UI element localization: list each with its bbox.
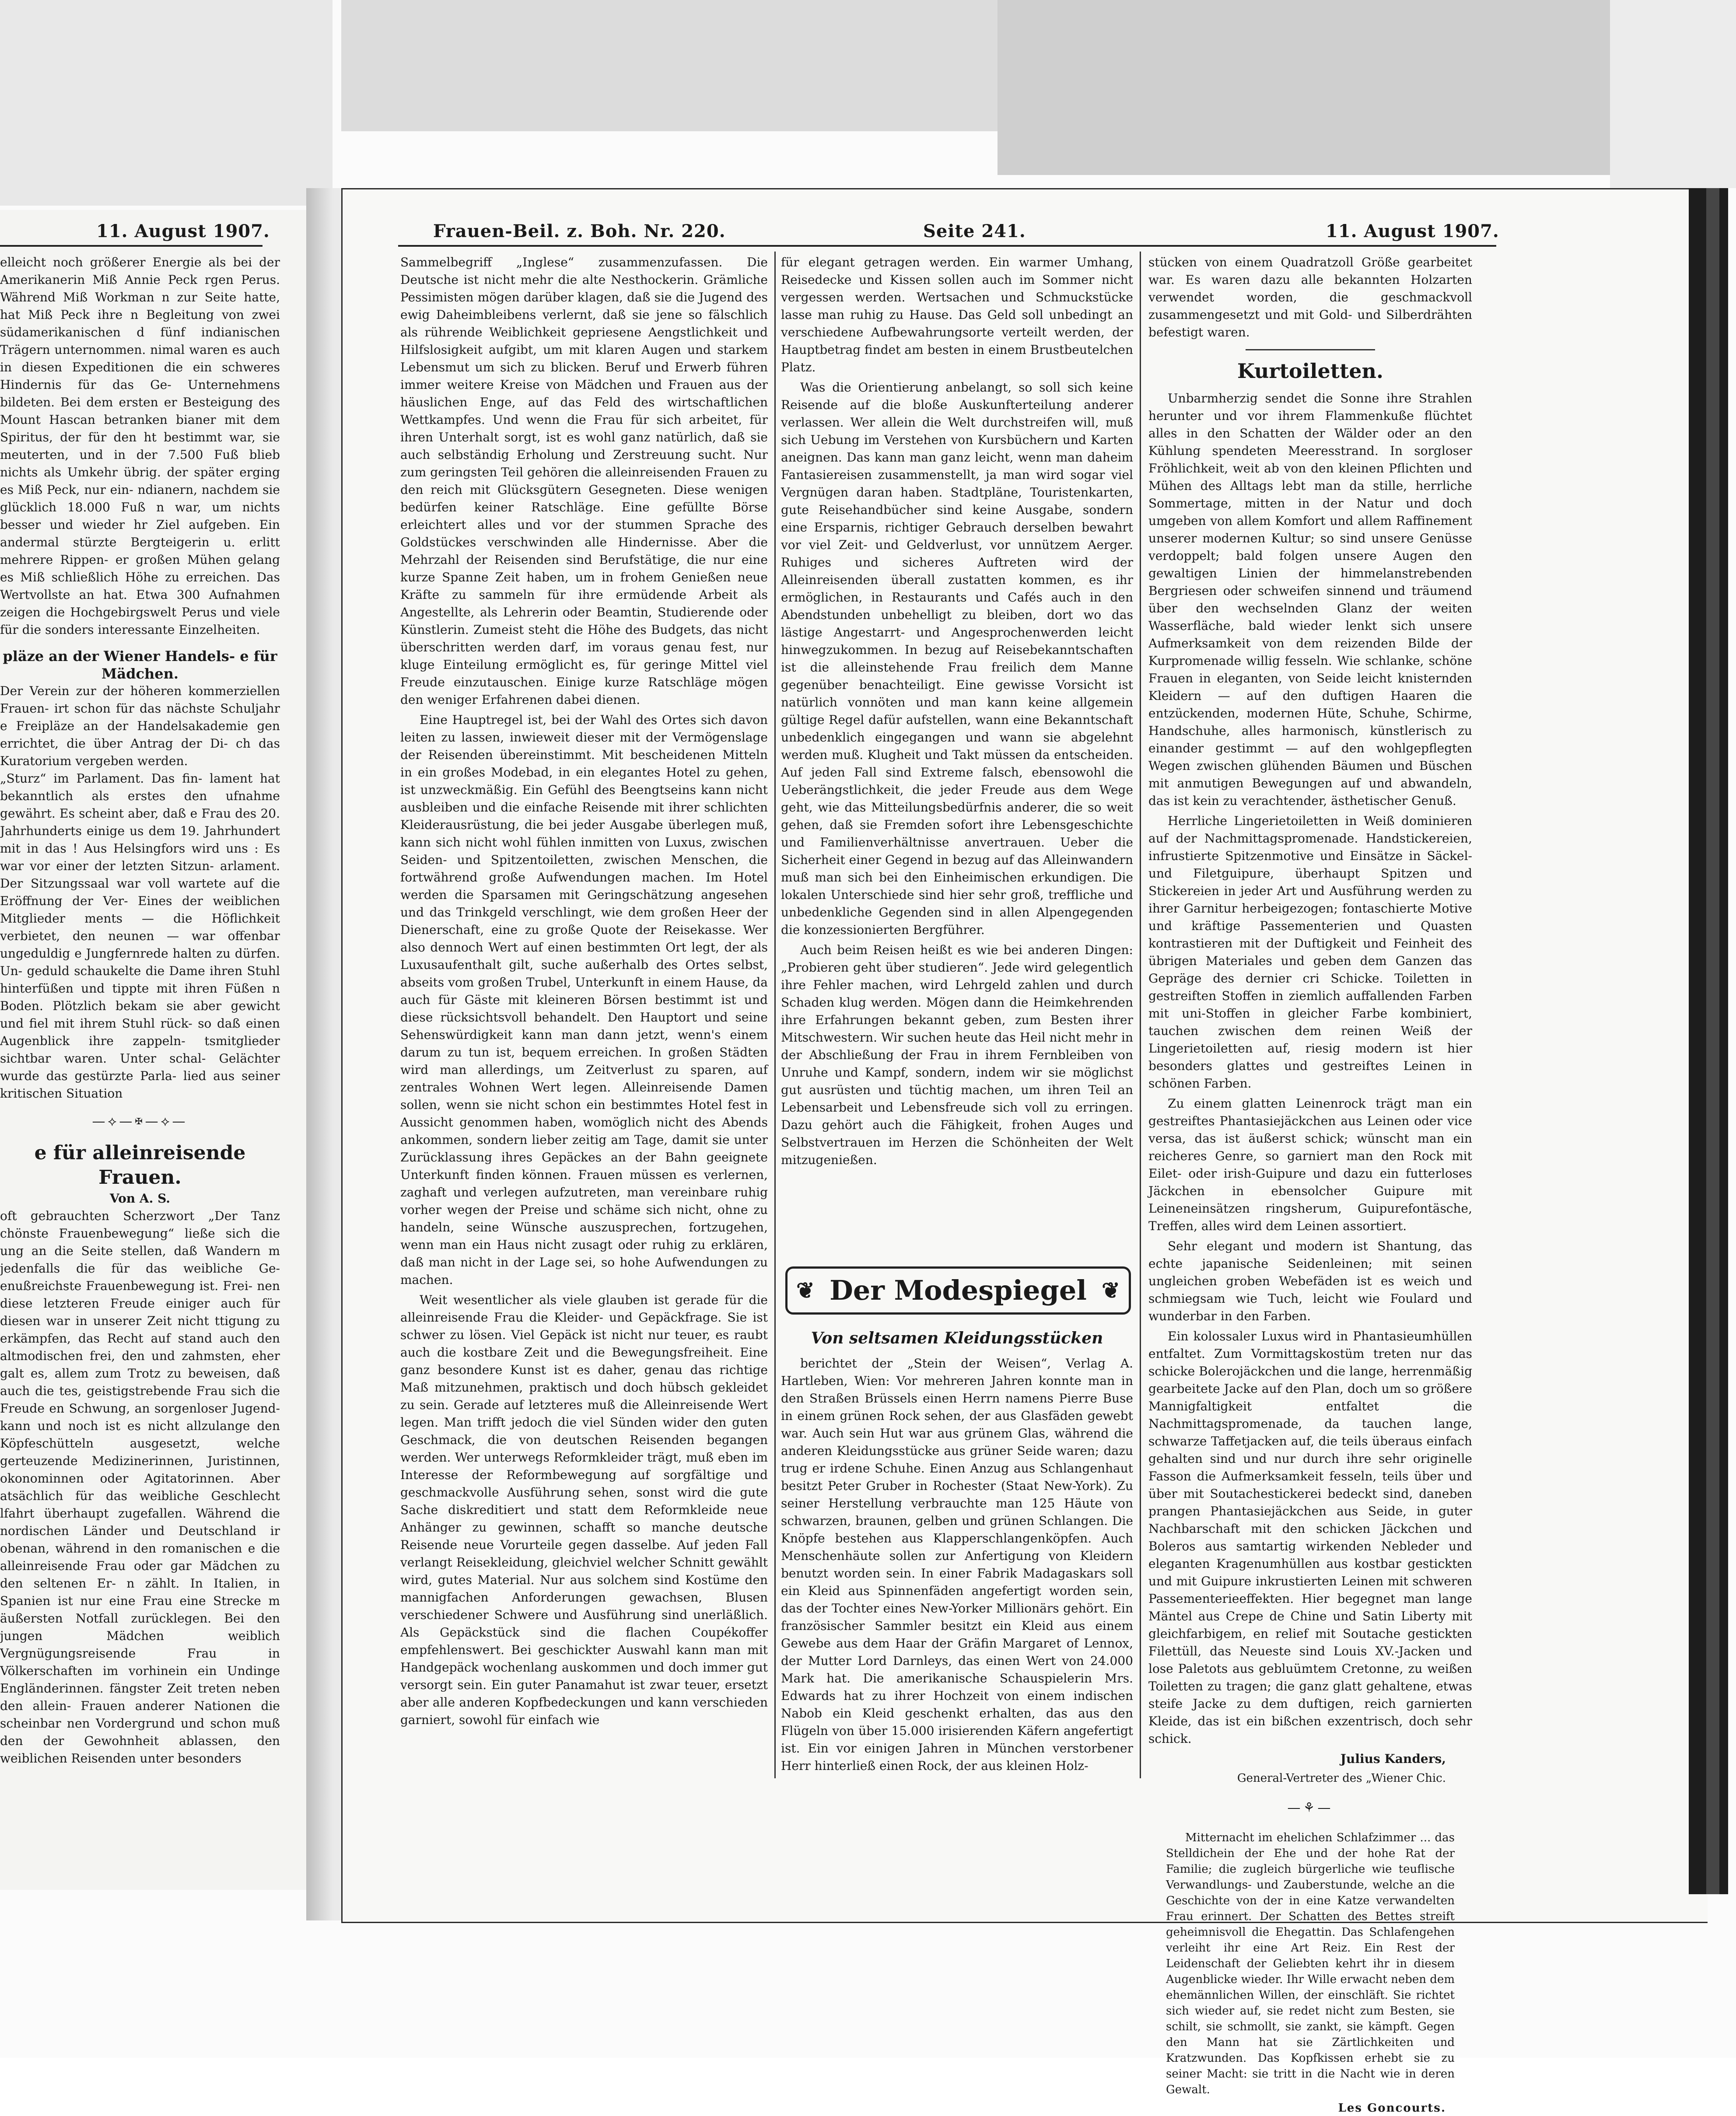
modespiegel-heading: ❦ Der Modespiegel ❦	[785, 1266, 1131, 1315]
left-header-rule	[0, 245, 262, 247]
col1-paragraph-2: Eine Hauptregel ist, bei der Wahl des Ortes sich davon leiten zu lassen, inwieweit dieser mit der Vermögenslage der Reisenden übereinstimmt. Mit bescheidenen Mitteln in ein großes Modebad, in ein elegantes Hotel zu gehen, ist unzweckmäßig. Ein Gefühl des Beengtseins kann nicht ausbleiben und die einfache Reisende mit ihrer schlichten Kleiderausrüstung, die bei jeder Ausgabe überlegen muß, kann sich nicht wohl fühlen inmitten von Luxus, zwischen Seiden- und Spitzentoiletten, zwischen Menschen, die fortwährend große Aufwendungen machen. Im Hotel werden die Sparsamen mit Geringschätzung angesehen und das Trinkgeld verschlingt, wie dem großen Heer der Dienerschaft, eine zu große Quote der Reisekasse. Wer also dennoch Wert auf einen bestimmten Ort legt, der als Luxusaufenthalt gilt, suche außerhalb des Ortes selbst, abseits vom großen Trubel, Unterkunft in einem Hause, da auch für Gäste mit kleineren Börsen bestimmt ist und diese rücksichtsvoll behandelt. Den Hauptort und seine Sehenswürdigkeit kann man dann jetzt, wenn's einem darum zu tun ist, bequem erreichen. In großen Städten wird man allerdings, um Zeitverlust zu sparen, auf zentrales Wohnen Wert legen. Alleinreisende Damen sollen, wenn sie nicht schon ein bestimmtes Hotel fest in Aussicht genommen haben, womöglich nicht des Abends ankommen, sondern lieber zeitig am Tage, damit sie unter Zurücklassung ihres Gepäckes an der Bahn geeignete Unterkunft finden können. Frauen müssen es verlernen, zaghaft und verlegen aufzutreten, man vereinbare ruhig vorher wegen der Preise und schäme sich nicht, ohne zu handeln, seine Wünsche auszusprechen, fortzugehen, wenn man ein Haus nicht zusagt oder ruhig zu erklären, daß man nicht in der Lage sei, so hohe Aufwendungen zu machen.	[400, 713, 768, 1287]
col1-paragraph-3: Weit wesentlicher als viele glauben ist gerade für die alleinreisende Frau die Kleider- und Gepäckfrage. Sie ist schwer zu lösen. Viel Gepäck ist nicht nur teuer, es raubt auch die kostbare Zeit und die Bewegungsfreiheit. Eine ganz besondere Kunst ist es daher, genau das richtige Maß mitzunehmen, praktisch und doch hübsch gekleidet zu sein. Gerade auf letzteres muß die Alleinreisende Wert legen. Man trifft jedoch die viel Sünden wider den guten Geschmack, die von deutschen Reisenden begangen werden. Wer unterwegs Reformkleider trägt, muß eben im Interesse der Reformbewegung auf sorgfältige und geschmackvolle Ausführung sehen, sonst wird die gute Sache diskreditiert und statt dem Reformkleide neue Anhänger zu gewinnen, schafft so manche deutsche Reisende neue Vorurteile gegen dasselbe. Auf jeden Fall verlangt Reisekleidung, gleichviel welcher Schnitt gewählt wird, gutes Material. Nur aus solchem sind Kostüme den mannigfachen Anforderungen gewachsen, Blusen verschiedener Schwere und Ausführung sind unerläßlich. Als Gepäckstück sind die flachen Coupékoffer empfehlenswert. Bei geschickter Auswahl kann man mit Handgepäck wochenlang auskommen und doch immer gut versorgt sein. Ein guter Panamahut ist zwar teuer, ersetzt aber alle anderen Kopfbedeckungen und kann verschieden garniert, sowohl für einfach wie	[400, 1293, 768, 1727]
left-section3-text: oft gebrauchten Scherzwort „Der Tanz chönste Frauenbewegung“ ließe sich die ung an die Seite stellen, daß Wandern m jedenfalls die für das weibliche Ge- enußreichste Frauenbewegung ist. Frei- nen diese letzteren Freude einiger auch für diesen war in unserer Zeit nicht ttigung zu erkämpfen, das Recht auf stand auch den altmodischen frei, den und zahmsten, eher galt es, allem zum Trotz zu beweisen, daß auch die tes, geistigstrebende Frau sich die Freude en Schwung, an sorgenloser Jugend- kann und noch ist es nicht allzulange den Köpfeschütteln ausgesetzt, welche gerteuzende Medizinerinnen, Juristinnen, okonominnen oder Agitatorinnen. Aber atsächlich für das weibliche Geschlecht lfahrt überhaupt zugefallen. Während die nordischen Länder und Deutschland ir obenan, während in den romanischen e die alleinreisende Frau oder gar Mädchen zu den seltenen Er- n zählt. In Italien, in Spanien ist nur eine Frau eine Strecke m äußersten Notfall zurücklegen. Bei den jungen Mädchen weiblich Vergnügungsreisende Frau in Völkerschaften im vorhinein ein Undinge Engländerinnen. fängster Zeit treten neben den allein- Frauen anderer Nationen die scheinbar nen Vordergrund und schon muß den der Gewohnheit ablassen, den weiblichen Reisenden unter besonders	[0, 1209, 280, 1766]
scan-shadow-top-left	[0, 0, 332, 206]
scan-shadow-top-center	[341, 0, 998, 131]
col3-divider: —⚘—	[1287, 1800, 1334, 1815]
goncourt-signature: Les Goncourts.	[1338, 2102, 1446, 2115]
col3-paragraph-1: stücken von einem Quadratzoll Größe gearbeitet war. Es waren dazu alle bekannten Holzarten verwendet worden, die geschmackvoll zusammengesetzt und mit Gold- und Silberdrähten befestigt waren.	[1148, 255, 1472, 339]
main-header-page: Seite 241.	[923, 221, 1026, 241]
column-rule-1	[774, 252, 776, 1778]
left-page-date: 11. August 1907.	[96, 221, 270, 241]
main-column-2-lower	[781, 1328, 1133, 1778]
column-rule-2	[1140, 252, 1141, 1778]
left-page-column	[0, 254, 280, 1872]
scan-shadow-top-right	[998, 0, 1610, 175]
col2-paragraph-4: berichtet der „Stein der Weisen“, Verlag A. Hartleben, Wien: Vor mehreren Jahren konnte man in den Straßen Brüssels einen Herrn namens Pierre Buse in einem grünen Rock sehen, der aus Glasfäden gewebt war. Auch sein Hut war aus grünem Glas, während die anderen Kleidungsstücke aus grüner Seide waren; dazu trug er irdene Schuhe. Einen Anzug aus Schlangenhaut besitzt Peter Gruber in Rochester (Staat New-York). Zu seiner Herstellung verbrauchte man 125 Häute von schwarzen, braunen, gelben und grünen Schlangen. Die Knöpfe bestehen aus Klapperschlangenköpfen. Auch Menschenhäute sollen zur Anfertigung von Kleidern benutzt worden sein. In einer Fabrik Madagaskars soll ein Kleid aus Spinnenfäden angefertigt worden sein, das der Tochter eines New-Yorker Millionärs gehört. Ein französischer Sammler besitzt ein Kleid aus einem Gewebe aus dem Haar der Gräfin Margaret of Lennox, der Mutter Lord Darnleys, das einen Wert von 24.000 Mark hat. Die amerikanische Schauspielerin Mrs. Edwards hat zu ihrer Hochzeit von einem indischen Nabob ein Kleid geschenkt erhalten, das aus den Flügeln von über 15.000 irisierenden Käfern angefertigt ist. Ein vor einigen Jahren in München verstorbener Herr hinterließ einen Rock, der aus kleinen Holz-	[781, 1356, 1133, 1773]
book-edge-inner	[1706, 188, 1719, 1894]
left-section3-byline: Von A. S.	[109, 1191, 171, 1206]
col3-paragraph-5: Sehr elegant und modern ist Shantung, das echte japanische Seidenleinen; mit seinen ungleichen groben Webefäden ist es weich und schmiegsam wie Tuch, leicht wie Foulard und wunderbar in den Farben.	[1148, 1239, 1472, 1323]
main-column-3	[1148, 254, 1472, 2115]
kurtoiletten-author: Julius Kanders,	[1340, 1752, 1446, 1766]
main-column-1	[400, 254, 768, 1780]
main-header-date: 11. August 1907.	[1326, 221, 1499, 241]
left-section1-text: Der Verein zur der höheren kommerziellen Frauen- irt schon für das nächste Schuljahr e Freipläze an der Handelsakademie gen errichtet, die über Antrag der Di- ch das Kuratorium vergeben werden.	[0, 684, 280, 768]
col2-paragraph-2: Was die Orientierung anbelangt, so soll sich keine Reisende auf die bloße Auskunfterteilung anderer verlassen. Wer allein die Welt durchstreifen will, muß sich Uebung im Verstehen von Kursbüchern und Karten aneignen. Das kann man ganz leicht, wenn man daheim Fantasiereisen zusammenstellt, ja man wird sogar viel Vergnügen daran haben. Stadtpläne, Touristenkarten, gute Reisehandbücher sind keine Ausgabe, sondern eine Ersparnis, richtiger Gebrauch derselben bewahrt vor viel Zeit- und Geldverlust, vor unnützem Aerger. Ruhiges und sicheres Auftreten wird der Alleinreisenden überall zustatten kommen, es ihr ermöglichen, in Restaurants und Cafés auch in den Abendstunden unbehelligt zu bleiben, dort wo das lästige Angestarrt- und Angesprochenwerden leicht hinwegzukommen. In bezug auf Reisebekanntschaften ist die alleinstehende Frau freilich dem Manne gegenüber benachteiligt. Eine gewisse Vorsicht ist natürlich vonnöten und man kann keine allgemein gültige Regel dafür aufstellen, wann eine Bekanntschaft unbedenklich eingegangen und wann sie abgelehnt werden muß. Klugheit und Takt müssen da entscheiden. Auf jeden Fall sind Extreme falsch, ebensowohl die Ueberängstlichkeit, die jeder Freude aus dem Wege geht, wie das Mitteilungsbedürfnis anderer, die so weit gehen, daß sie Fremden sofort ihre Lebensgeschichte und Familienverhältnisse anvertrauen. Ueber die Sicherheit einer Gegend in bezug auf das Alleinwandern muß man sich bei den Einheimischen erkundigen. Die lokalen Unterschiede sind hier sehr groß, treffliche und unbedenkliche Gegenden sind in allen Alpengegenden die konzessionierten Bergführer.	[781, 380, 1133, 937]
left-section3-title: e für alleinreisende Frauen.	[34, 1142, 246, 1189]
main-column-2	[781, 254, 1133, 1260]
scan-shadow-top-far-right	[1610, 0, 1736, 188]
seltsam-title: Von seltsamen Kleidungsstücken	[811, 1329, 1103, 1347]
left-top-text: elleicht noch größerer Energie als bei der Amerikanerin Miß Annie Peck rgen Perus. Während Miß Workman n zur Seite hatte, hat Miß Peck ihre n Begleitung von zwei südamerikanischen d fünf indianischen Trägern unternommen. nimal waren es auch in diesen Expeditionen die ein schweres Hindernis für das Ge- Unternehmens bildeten. Bei dem ersten er Besteigung des Mount Hascan betranken bianer mit dem Spiritus, der für den ht bestimmt war, sie meuterten, und in der 7.500 Fuß blieb nichts als Umkehr übrig. der später erging es Miß Peck, nur ein- ndianern, nachdem sie glücklich 18.000 Fuß n war, um nichts besser und wieder hr Ziel aufgeben. Ein andermal stürzte Bergteigerin u. erlitt mehrere Rippen- er großen Mühen gelang es Miß schließlich Höhe zu erreichen. Das Wertvollste an hat. Etwa 300 Aufnahmen zeigen die Hochgebirgswelt Perus und viele für die sonders interessante Einzelheiten.	[0, 255, 280, 637]
left-ornament: —⟡—✠—⟡—	[92, 1114, 188, 1129]
left-section1-title: pläze an der Wiener Handels- e für Mädchen.	[3, 648, 277, 682]
col2-paragraph-3: Auch beim Reisen heißt es wie bei anderen Dingen: „Probieren geht über studieren“. Jede wird gelegentlich ihre Fehler machen, wird Lehrgeld zahlen und durch Schaden klug werden. Mögen dann die Heimkehrenden ihre Erfahrungen bekannt geben, zum Besten ihrer Mitschwestern. Wir suchen heute das Heil nicht mehr in der Abschließung der Frau in ihrem Fernbleiben von Unruhe und Kampf, sondern, indem wir sie möglichst gut ausrüsten und tüchtig machen, um ihren Teil an Lebensarbeit und Lebensfreude sich voll zu erringen. Dazu gehört auch die Fähigkeit, frohen Auges und Selbstvertrauen im Herzen die Schönheiten der Welt mitzugenießen.	[781, 943, 1133, 1167]
main-header-rule	[398, 245, 1496, 247]
col3-paragraph-3: Herrliche Lingerietoiletten in Weiß dominieren auf der Nachmittagspromenade. Handstickereien, infrustierte Spitzenmotive und Einsätze in Säckel- und Filetguipure, überhaupt Spitzen und Stickereien in jeder Art und Ausführung werden zu ihrer Garnitur herbeigezogen; fontaschierte Motive und kräftige Passementerien und Quasten kontrastieren mit der Duftigkeit und Feinheit des übrigen Materiales und geben dem Ganzen das Gepräge des dernier cri Schicke. Toiletten in gestreiften Stoffen in ziemlich auffallenden Farben mit uni-Stoffen in gleicher Farbe kombiniert, tauchen zwischen dem reinen Weiß der Lingerietoiletten auf, riesig modern ist hier besonders glattes und gestreiftes Leinen in schönen Farben.	[1148, 814, 1472, 1091]
col3-paragraph-4: Zu einem glatten Leinenrock trägt man ein gestreiftes Phantasiejäckchen aus Leinen oder vice versa, das ist äußerst schick; wünscht man ein reicheres Genre, so garniert man den Rock mit Eilet- oder irish-Guipure und dazu ein futterloses Jäckchen in ebensolcher Guipure mit Leineneinsätzen ringsherum, Guipurefontäsche, Treffen, alles wird dem Leinen assortiert.	[1148, 1096, 1472, 1233]
col3-paragraph-6: Ein kolossaler Luxus wird in Phantasieumhüllen entfaltet. Zum Vormittagskostüm treten nur das schicke Bolerojäckchen und die lange, herrenmäßig gearbeitete Jacke auf den Plan, doch um so größere Mannigfaltigkeit entfaltet die Nachmittagspromenade, da tauchen lange, schwarze Taffetjacken auf, die teils überaus einfach gehalten sind und nur durch ihre sehr originelle Fasson die Aufmerksamkeit fesseln, teils über und über mit Soutachestickerei bedeckt sind, daneben prangen Phantasiejäckchen aus Seide, in guter Nachbarschaft mit den schicken Jäckchen und Boleros aus samtartig wirkenden Nebleder und eleganten Kragenumhüllen aus kostbar gestickten und mit Guipure inkrustierten Leinen mit schweren Passementerieeffekten. Hier begegnet man lange Mäntel aus Crepe de Chine und Satin Liberty mit gleichfarbigem, en relief mit Soutache gestickten Filettüll, das Neueste sind Louis XV.-Jacken und lose Paletots aus gebluümtem Cretonne, zu weißen Toiletten zu tragen; die ganz glatt gehaltene, etwas steife Jacke zu dem duftigen, reich garnierten Kleide, das ist ein bißchen exzentrisch, doch sehr schick.	[1148, 1329, 1472, 1746]
kurtoiletten-title: Kurtoiletten.	[1237, 359, 1384, 383]
main-header-left: Frauen-Beil. z. Boh. Nr. 220.	[433, 221, 726, 241]
kurtoiletten-author-role: General-Vertreter des „Wiener Chic.	[1237, 1772, 1446, 1785]
col2-paragraph-1: für elegant getragen werden. Ein warmer Umhang, Reisedecke und Kissen sollen auch im Sommer nicht vergessen werden. Wertsachen und Schmuckstücke lasse man ruhig zu Hause. Das Geld soll unbedingt an verschiedene Aufbewahrungsorte verteilt werden, der Hauptbetrag findet am besten in einem Brustbeutelchen Platz.	[781, 255, 1133, 374]
left-section2-text: „Sturz“ im Parlament. Das fin- lament hat bekanntlich als erstes den ufnahme gewährt. Es scheint aber, daß e Frau des 20. Jahrhunderts einige us dem 19. Jahrhundert mit in das ! Aus Helsingfors wird uns : Es war vor einer der letzten Sitzun- arlament. Der Sitzungssaal war voll wartete auf die Eröffnung der Ver- Eines der weiblichen Mitglieder ments — die Höflichkeit verbietet, den neunen — war offenbar ungeduldig e Jungfernrede halten zu dürfen. Un- geduld schaukelte die Dame ihren Stuhl hinterfüßen und tippte mit ihren Füßen n Boden. Plötzlich bekam sie aber gewicht und fiel mit ihrem Stuhl rück- so daß einen Augenblick ihre zappeln- tsmitglieder sichtbar waren. Unter schal- Gelächter wurde das gestürzte Parla- lied aus seiner kritischen Situation	[0, 771, 280, 1101]
col3-rule-1	[1246, 349, 1375, 350]
col3-paragraph-2: Unbarmherzig sendet die Sonne ihre Strahlen herunter und vor ihrem Flammenkuße flüchtet alles in den Schatten der Wälder oder an den Kühlung spendeten Meeresstrand. In sorgloser Fröhlichkeit, weit ab von den kleinen Pflichten und Mühen des Alltags lebt man da stille, herrliche Sommertage, mitten in der Natur und doch umgeben von allem Komfort und allem Raffinement unserer modernen Kultur; so sind unsere Genüsse verdoppelt; bald folgen unsere Augen den gewaltigen Linien der himmelanstrebenden Bergriesen oder schweifen sinnend und träumend über den wechselnden Glanz der weiten Wasserfläche, bald wieder lenkt sich unsere Aufmerksamkeit von dem reizenden Bilde der Kurpromenade willig fesseln. Wie schlanke, schöne Frauen in eleganten, von Seide leicht knisternden Kleidern — auf den duftigen Haaren die entzückenden, modernen Hüte, Schuhe, Schirme, Handschuhe, alles harmonisch, künstlerisch zu einander gestimmt — auf den wohlgepflegten Wegen zwischen glühenden Bäumen und Büschen mit anmutigen Bewegungen auf und abwandeln, das ist kein zu verachtender, ästhetischer Genuß.	[1148, 391, 1472, 808]
goncourt-quote: Mitternacht im ehelichen Schlafzimmer ... das Stelldichein der Ehe und der hohe Rat der Familie; die zugleich bürgerliche wie teuflische Verwandlungs- und Zauberstunde, welche an die Geschichte von der in eine Katze verwandelten Frau erinnert. Der Schatten des Bettes streift geheimnisvoll die Ehegattin. Das Schlafengehen verleiht ihr eine Art Reiz. Ein Rest der Leidenschaft der Geliebten kehrt ihr in diesem Augenblicke wieder. Ihr Wille erwacht neben dem ehemännlichen Willen, der einschläft. Sie richtet sich wieder auf, sie redet nicht zum Besten, sie schilt, sie schmollt, sie zankt, sie kämpft. Gegen den Mann hat sie Zärtlichkeiten und Kratzwunden. Das Kopfkissen erhebt sie zu seiner Macht: sie tritt in die Nacht wie in deren Gewalt.	[1166, 1831, 1455, 2096]
col1-paragraph-1: Sammelbegriff „Inglese“ zusammenzufassen. Die Deutsche ist nicht mehr die alte Nesthockerin. Grämliche Pessimisten mögen darüber klagen, daß sie die Jugend des ewig Daheimbleibens verlernt, daß sie jene so fälschlich als rührende Weiblichkeit gepriesene Aengstlichkeit und Hilfslosigkeit aufgibt, um mit klaren Augen und starkem Lebensmut um sich zu blicken. Beruf und Erwerb führen immer weitere Kreise von Mädchen und Frauen aus der häuslichen Enge, auf das Feld des wirtschaftlichen Wettkampfes. Und wenn die Frau für sich arbeitet, für ihren Unterhalt sorgt, ist es wohl ganz natürlich, daß sie auch selbständig Erholung und Zerstreuung sucht. Nur zum geringsten Teil gehören die alleinreisenden Frauen zu den reich mit Glücksgütern Gesegneten. Diese wenigen bedürfen keiner Ratschläge. Eine gefüllte Börse erleichtert alles und vor der stummen Sprache des Goldstückes verschwinden alle Hindernisse. Aber die Mehrzahl der Reisenden sind Berufstätige, die nur eine kurze Spanne Zeit haben, um in frohem Genießen neue Kräfte zu sammeln für ihre ermüdende Arbeit als Angestellte, als Lehrerin oder Beamtin, Studierende oder Künstlerin. Zumeist steht die Höhe des Budgets, das nicht überschritten werden darf, im voraus genau fest, nur kluge Einteilung ermöglicht es, für geringe Mittel viel Freude einzutauschen. Einige kurze Ratschläge mögen den weniger Erfahrenen dabei dienen.	[400, 255, 768, 707]
